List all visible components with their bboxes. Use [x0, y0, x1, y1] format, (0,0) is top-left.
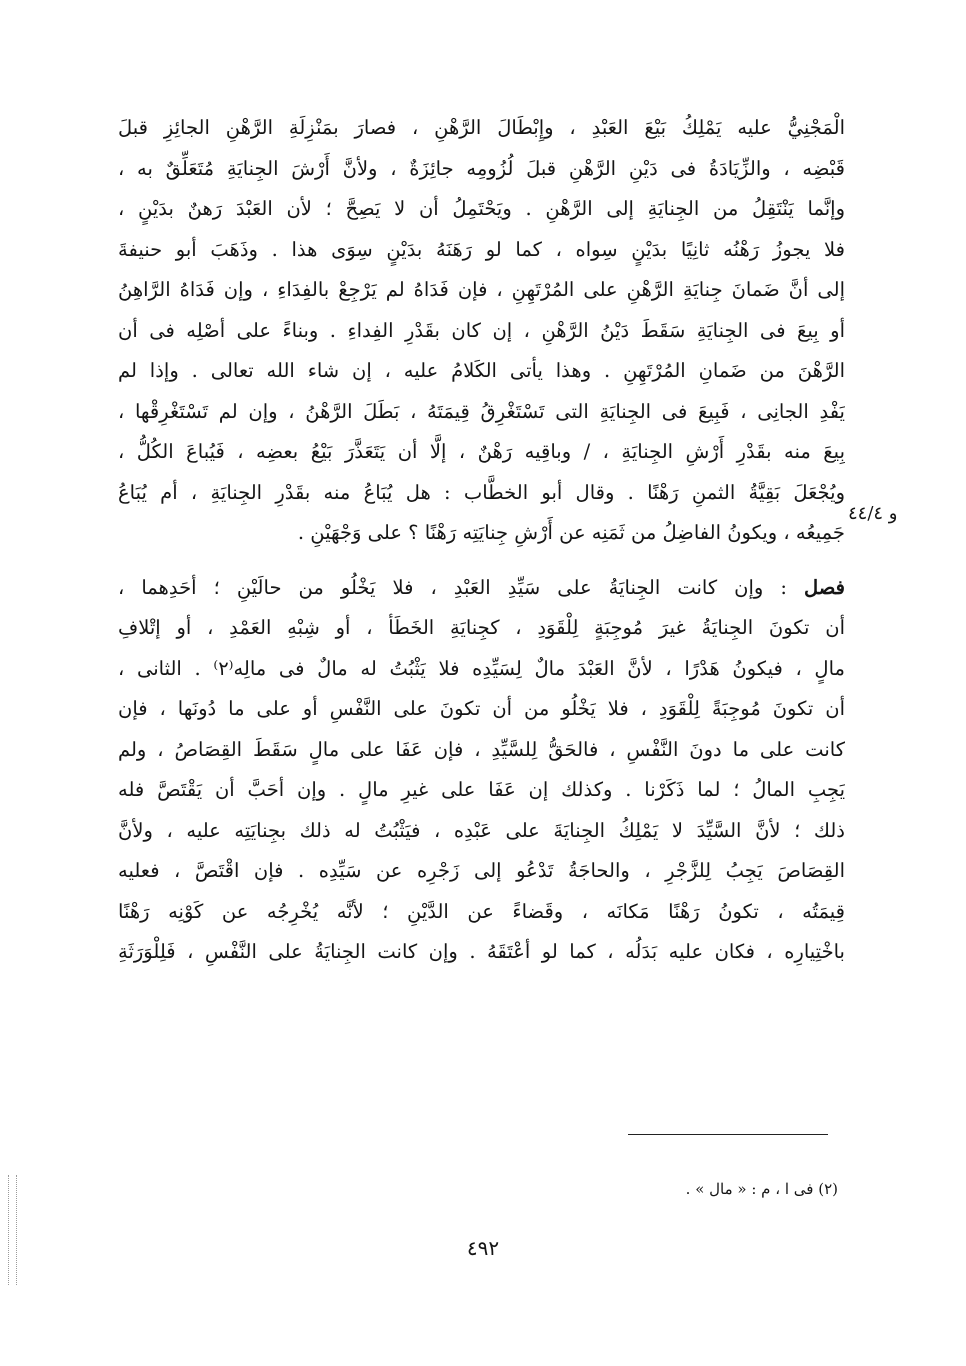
text-line: إلى أنَّ ضَمانَ جِنايَةِ الرَّهْنِ على المُرْتَهِنِ ، فإن فَدَاهُ لم يَرْجِعْ بالفِدَاءِ ، وإن فَدَاهُ الرَّاهِنُ — [118, 278, 845, 301]
footnote: (٢) فى ا ، م : « مال » . — [685, 1180, 838, 1198]
text-line: فلا يجوزُ رَهْنُه ثانِيًا بدَيْنٍ سِواه ، كما لو رَهَنَهُ بدَيْنٍ سِوَى هذا . وذَهَبَ أبو حنيفةَ — [118, 237, 845, 261]
text-line: وإنَّما يَنْتَقِلُ من الجِنايَةِ إلى الرَّهْنِ . ويَحْتَمِلُ أن لا يَصِحَّ ؛ لأن العَبْدَ رَهنٌ بدَيْنٍ ، — [118, 197, 845, 220]
text-line: جَمِيعُه ، ويكونُ الفاضِلُ من ثَمَنِه عن أَرْشِ جِنايَتِه رَهْنًا ؟ على وَجْهَيْنِ . — [297, 521, 845, 544]
text-line: كانت على ما دونَ النَّفْسِ ، فالحَقُّ لِلسَّيِّدِ ، فإن عَفَا على مالٍ سَقَطَ القِصَاصُ ، ولم — [118, 737, 845, 761]
fasl-line — [118, 568, 845, 609]
text-line: أن تكونَ الجِنايَةُ غيرَ مُوجِبَةٍ لِلْقَوَدِ ، كجِنايَةِ الخَطَأ ، أو شِبْهِ العَمْدِ ، أو إتْلافِ — [118, 616, 845, 639]
fasl-text: : وإن كانت الجِنايَةُ على سَيِّدِ العَبْدِ ، فلا يَخْلُو من حالَيْنِ ؛ أحَدِهما ، — [118, 575, 787, 599]
scan-edge-mark — [8, 1175, 10, 1285]
text-line: باخْتِيارِه ، فكان عليه بَدَلُه ، كما لو أعْتَقَهُ . وإن كانت الجِنايَةُ على النَّفْسِ ، فَلِلْوَرَثَةِ — [118, 940, 845, 963]
page-number: ٤٩٢ — [466, 1236, 500, 1260]
text-line: يَفْدِ الجانِى ، فَبِيعَ فى الجِنايَةِ التى تَسْتَغْرِقُ قِيمَتَهُ ، بَطَلَ الرَّهْنُ ، وإن لم تَسْتَغْرِقْها ، — [118, 399, 845, 423]
text-line: ذلك ؛ لأنَّ السَّيِّدَ لا يَمْلِكُ الجِنايَةَ على عَبْدِه ، فيَثْبُتُ له ذلك بجِنايَتِه عليه ، ولأنَّ — [118, 818, 845, 842]
text-line: قَبْضِه ، والزِّيَادَةُ فى دَيْنِ الرَّهْنِ قبلَ لُزُومِه جائِزَةٌ ، ولأنَّ أَرْشَ الجِنايَةِ مُتَعَلِّقٌ به ، — [118, 156, 845, 180]
text-line: يَجِبِ المالُ ؛ لما ذَكَرْنا . وكذلك إن عَفَا على غيرِ مالٍ . وإن أحَبَّ أن يَقْتَصَّ فله — [118, 778, 845, 801]
text-line: ويُجْعَلَ بَقِيَّةُ الثمنِ رَهْنًا . وقال أبو الخطَّاب : هل يُبَاعُ منه بقَدْرِ الجِنايَةِ ، أم يُبَاعُ — [118, 480, 845, 504]
text-line: القِصَاصَ يَجِبُ لِلزَّجْرِ ، والحاجَةُ تَدْعُو إلى زَجْرِه عن سَيِّدِه . فإن اقْتَصَّ ، فعليه — [118, 859, 845, 882]
fasl-heading: فصل — [804, 575, 845, 599]
text-line: بِيعَ منه بقَدْرِ أَرْشِ الجِنايَةِ ، / وباقِيه رَهْنٌ ، إلَّا أن يَتَعَذَّرَ بَيْعُ بعضِه ، فَيُباعَ الكُلُّ ، — [118, 440, 845, 463]
text-line: قِيمَتُه ، تكونُ رَهْنًا مَكانَه ، وقَضاءً عن الدَّيْنِ ؛ لأنَّه يُخْرِجُه عن كَوْنِه رَهْنًا — [118, 899, 845, 923]
paragraph-gap — [118, 554, 845, 568]
text-line: مالٍ ، فيكونُ هَدْرًا ، لأنَّ العَبْدَ مالٌ لِسَيِّدِه فلا يَثْبُتُ له مالٌ فى مالِه⁽٢⁾ . الثانى ، — [118, 656, 845, 680]
scan-edge-mark — [16, 1175, 18, 1285]
text-line: الرَّهْنَ من ضَمانِ المُرْتَهِنِ . وهذا يأتى الكَلامُ عليه ، إن شاء الله تعالى . وإذا لم — [118, 359, 845, 382]
main-text — [118, 108, 845, 973]
footnote-divider — [628, 1134, 828, 1135]
text-line: أو بِيعَ فى الجِنايَةِ سَقَطَ دَيْنُ الرَّهْنِ ، إن كان بقَدْرِ الفِداءِ . وبناءً على أصْلِه فى أن — [118, 318, 845, 342]
text-line: أن تكونَ مُوجِبَةً لِلْقَوَدِ ، فلا يَخْلُو من أن تكونَ على النَّفْسِ أو على ما دُونَها ، فإن — [118, 697, 845, 720]
text-line: الْمَجْنِيُّ عليه يَمْلِكُ بَيْعَ العَبْدِ ، وإِبْطَالَ الرَّهْنِ ، فصارَ بمَنْزِلَةِ الرَّهْنِ الجائِزِ قبلَ — [118, 116, 845, 139]
margin-reference: و ٤٤/٤ — [848, 503, 898, 524]
